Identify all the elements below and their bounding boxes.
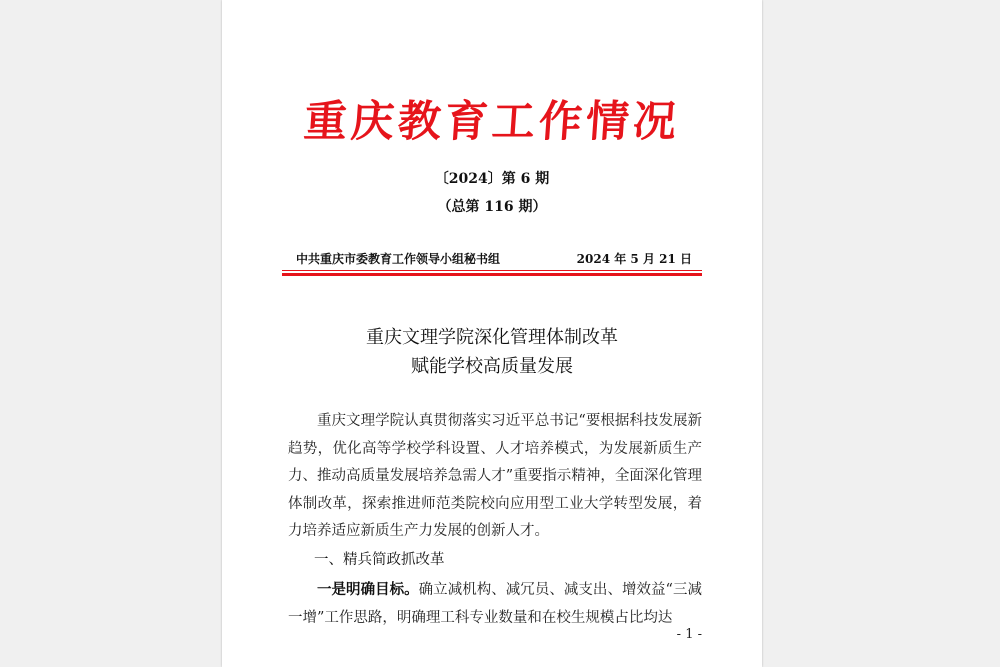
masthead-title: 重庆教育工作情况 — [302, 97, 682, 147]
red-rule-thin — [282, 270, 702, 271]
paragraph-text: 重庆文理学院认真贯彻落实习近平总书记“要根据科技发展新趋势，优化高等学校学科设置、人才培养模式，为发展新质生产力、推动高质量发展培养急需人才”重要指示精神，全面深化管理体制改革，探索推进师范类院校向应用型工业大学转型发展，着力培养适应新质生产力发展的创新人才。 — [288, 413, 702, 539]
body-paragraph-2 — [288, 576, 702, 632]
document-page — [222, 0, 762, 667]
issuer-name: 中共重庆市委教育工作领导小组秘书组 — [296, 252, 501, 266]
paragraph-text-2 — [288, 576, 702, 632]
issue-total-number: （总第 116 期） — [437, 199, 547, 215]
article-title-line2: 赋能学校高质量发展 — [411, 356, 573, 377]
issue-number: 〔2024〕第 6 期 — [434, 171, 550, 187]
red-rule-thick — [282, 273, 702, 276]
paragraph-body: 确立减机构、减冗员、减支出、增效益“三减一增”工作思路，明确理工科专业数量和在校生规模占比均达 — [288, 582, 702, 626]
body-paragraph-1 — [288, 408, 702, 546]
article-title-line1: 重庆文理学院深化管理体制改革 — [366, 327, 618, 348]
issue-date: 2024 年 5 月 21 日 — [576, 252, 692, 266]
paragraph-lead: 一是明确目标。 — [317, 581, 419, 598]
page-number: - 1 - — [676, 627, 702, 642]
section-heading-1: 一、精兵简政抓改革 — [314, 552, 445, 568]
